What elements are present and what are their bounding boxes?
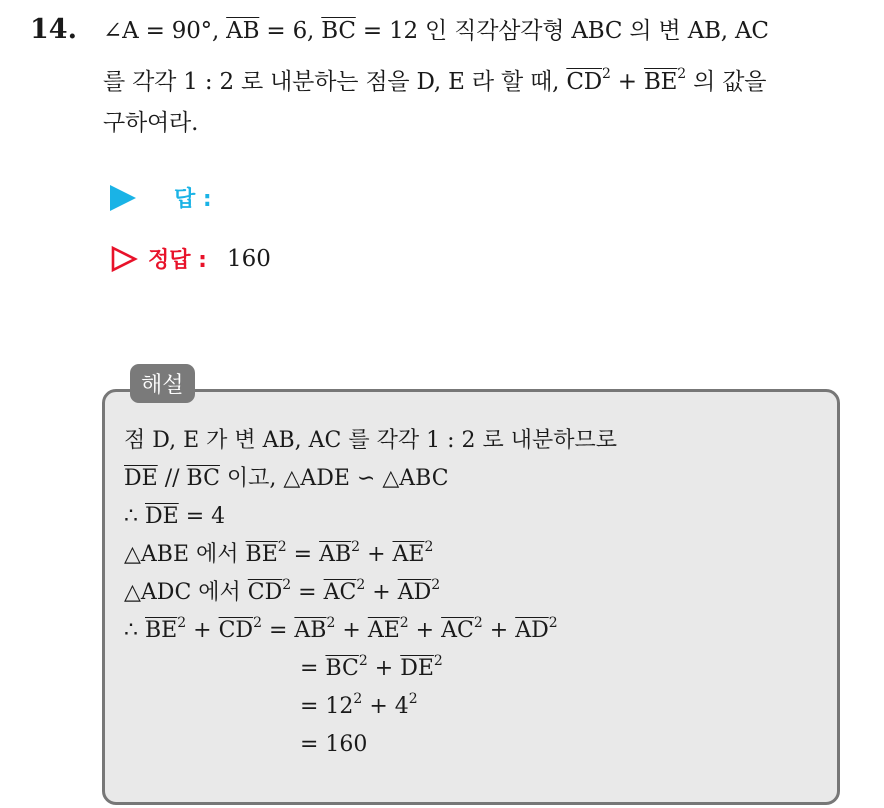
segment-cd: $\overline{CD}$ — [566, 69, 602, 95]
exponent: 2 — [356, 576, 366, 593]
exponent: 2 — [433, 652, 443, 669]
exponent: 2 — [326, 614, 336, 631]
segment-ae: $\overline{AE}$ — [367, 618, 400, 643]
solution-line-6: ∴ $\overline{BE}^2 + \overline{CD}^2 = \overline{AB}^2 + \overline{AE}^2 + \overline{AC}^2 + \overline{AD}^2$ — [124, 614, 558, 643]
segment-ae: $\overline{AE}$ — [392, 542, 425, 567]
segment-bc: $\overline{BC}$ — [186, 466, 220, 491]
correct-answer-row — [110, 243, 271, 274]
exponent: 2 — [473, 614, 483, 631]
exponent: 2 — [431, 576, 441, 593]
segment-ab: $\overline{AB}$ — [319, 542, 352, 567]
segment-de: $\overline{DE}$ — [124, 466, 158, 491]
segment-ac: $\overline{AC}$ — [323, 580, 357, 605]
segment-ad: $\overline{AD}$ — [397, 580, 432, 605]
question-number: 14. — [30, 14, 77, 45]
segment-de: $\overline{DE}$ — [400, 656, 434, 681]
question-line-1: ∠A = 90°, $\overline{AB} = 6$, $\overline{BC} = 12$ 인 직각삼각형 ABC 의 변 AB, AC — [103, 18, 769, 44]
solution-line-5: △ADC 에서 $\overline{CD}^2 = \overline{AC}^2 + \overline{AD}^2$ — [124, 576, 441, 605]
question-line-3: 구하여라. — [103, 110, 199, 136]
exponent: 2 — [677, 66, 686, 83]
exponent: 2 — [353, 690, 363, 707]
segment-de: $\overline{DE}$ — [145, 504, 179, 529]
segment-be: $\overline{BE}$ — [643, 69, 678, 95]
solution-tag: 해설 — [130, 364, 195, 403]
solution-line-4: △ABE 에서 $\overline{BE}^2 = \overline{AB}^2 + \overline{AE}^2$ — [124, 538, 434, 567]
correct-answer-label: 정답 : — [148, 248, 207, 273]
segment-cd: $\overline{CD}$ — [247, 580, 283, 605]
answer-label: 답 : — [174, 187, 212, 212]
play-triangle-icon — [110, 185, 136, 211]
exponent: 2 — [424, 538, 434, 555]
exponent: 2 — [601, 66, 611, 83]
segment-ab: $\overline{AB}$ — [294, 618, 327, 643]
segment-ac: $\overline{AC}$ — [441, 618, 474, 643]
segment-cd: $\overline{CD}$ — [218, 618, 254, 643]
outline-triangle-icon — [110, 245, 138, 273]
solution-line-7: = $\overline{BC}^2 + \overline{DE}^2$ — [300, 652, 443, 681]
exponent: 2 — [408, 690, 418, 707]
solution-line-1: 점 D, E 가 변 AB, AC 를 각각 1 : 2 로 내분하므로 — [124, 428, 618, 453]
solution-line-3: ∴ $\overline{DE} = 4$ — [124, 504, 226, 529]
exponent: 2 — [177, 614, 187, 631]
answer-row — [110, 182, 212, 213]
exponent: 2 — [399, 614, 409, 631]
exponent: 2 — [253, 614, 262, 631]
question-line-2: 를 각각 1 : 2 로 내분하는 점을 D, E 라 할 때, $\overline{CD}^2 + \overline{BE}^2$ 의 값을 — [103, 66, 767, 95]
segment-be: $\overline{BE}$ — [245, 542, 278, 567]
segment-bc: $\overline{BC}$ — [321, 18, 356, 44]
segment-ad: $\overline{AD}$ — [515, 618, 549, 643]
segment-ab: $\overline{AB}$ — [226, 18, 260, 44]
exponent: 2 — [277, 538, 287, 555]
exponent: 2 — [351, 538, 361, 555]
exponent: 2 — [358, 652, 368, 669]
correct-answer-value: 160 — [226, 245, 271, 272]
exponent: 2 — [282, 576, 292, 593]
exponent: 2 — [548, 614, 558, 631]
solution-line-8: = $12^2 + 4^2$ — [300, 690, 418, 719]
segment-be: $\overline{BE}$ — [145, 618, 178, 643]
solution-line-9: = 160 — [300, 732, 368, 757]
solution-line-2: $\overline{DE} // \overline{BC}$ 이고, △ADE ∽ △ABC — [124, 466, 449, 491]
segment-bc: $\overline{BC}$ — [325, 656, 359, 681]
